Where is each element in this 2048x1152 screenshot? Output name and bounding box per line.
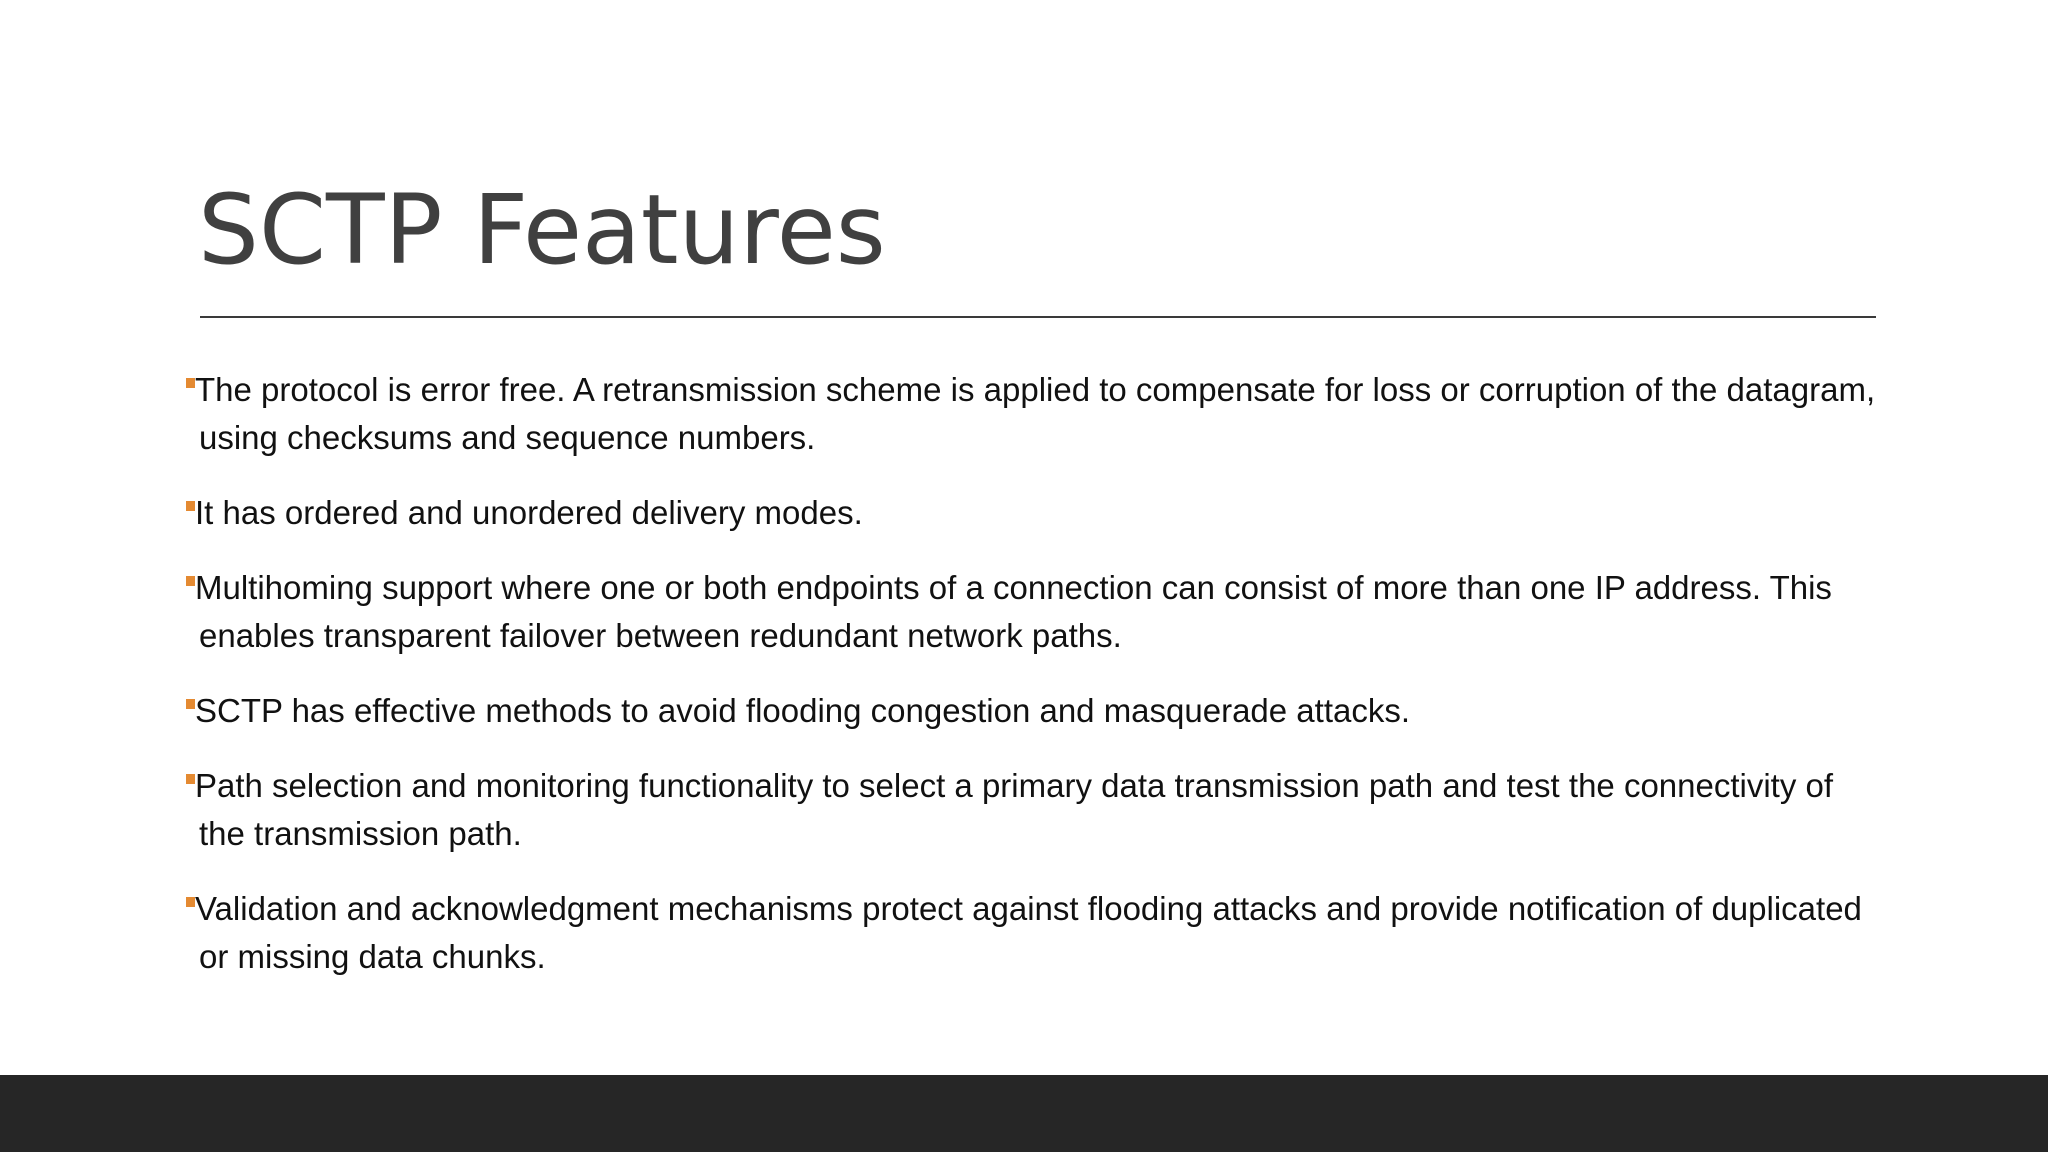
- footer-bar: [0, 1075, 2048, 1152]
- square-bullet-icon: [186, 774, 195, 784]
- bullet-item: [186, 687, 1886, 735]
- bullet-item: [186, 762, 1886, 858]
- square-bullet-icon: [186, 699, 195, 709]
- square-bullet-icon: [186, 501, 195, 511]
- bullet-list: [186, 366, 1886, 1008]
- slide-title: SCTP Features: [198, 174, 886, 286]
- bullet-text: Path selection and monitoring functionality to select a primary data transmission path and test the connectivity of the transmission path.: [195, 767, 1834, 852]
- square-bullet-icon: [186, 576, 195, 586]
- bullet-item: [186, 489, 1886, 537]
- title-divider: [200, 316, 1876, 318]
- bullet-item: [186, 564, 1886, 660]
- square-bullet-icon: [186, 897, 195, 907]
- bullet-item: [186, 885, 1886, 981]
- bullet-text: The protocol is error free. A retransmission scheme is applied to compensate for loss or corruption of the datagram, using checksums and sequence numbers.: [195, 371, 1876, 456]
- bullet-text: Multihoming support where one or both endpoints of a connection can consist of more than one IP address. This enables transparent failover between redundant network paths.: [195, 569, 1832, 654]
- bullet-text: It has ordered and unordered delivery modes.: [195, 494, 863, 531]
- bullet-text: SCTP has effective methods to avoid flooding congestion and masquerade attacks.: [195, 692, 1411, 729]
- bullet-text: Validation and acknowledgment mechanisms protect against flooding attacks and provide notification of duplicated or missing data chunks.: [195, 890, 1862, 975]
- square-bullet-icon: [186, 378, 195, 388]
- bullet-item: [186, 366, 1886, 462]
